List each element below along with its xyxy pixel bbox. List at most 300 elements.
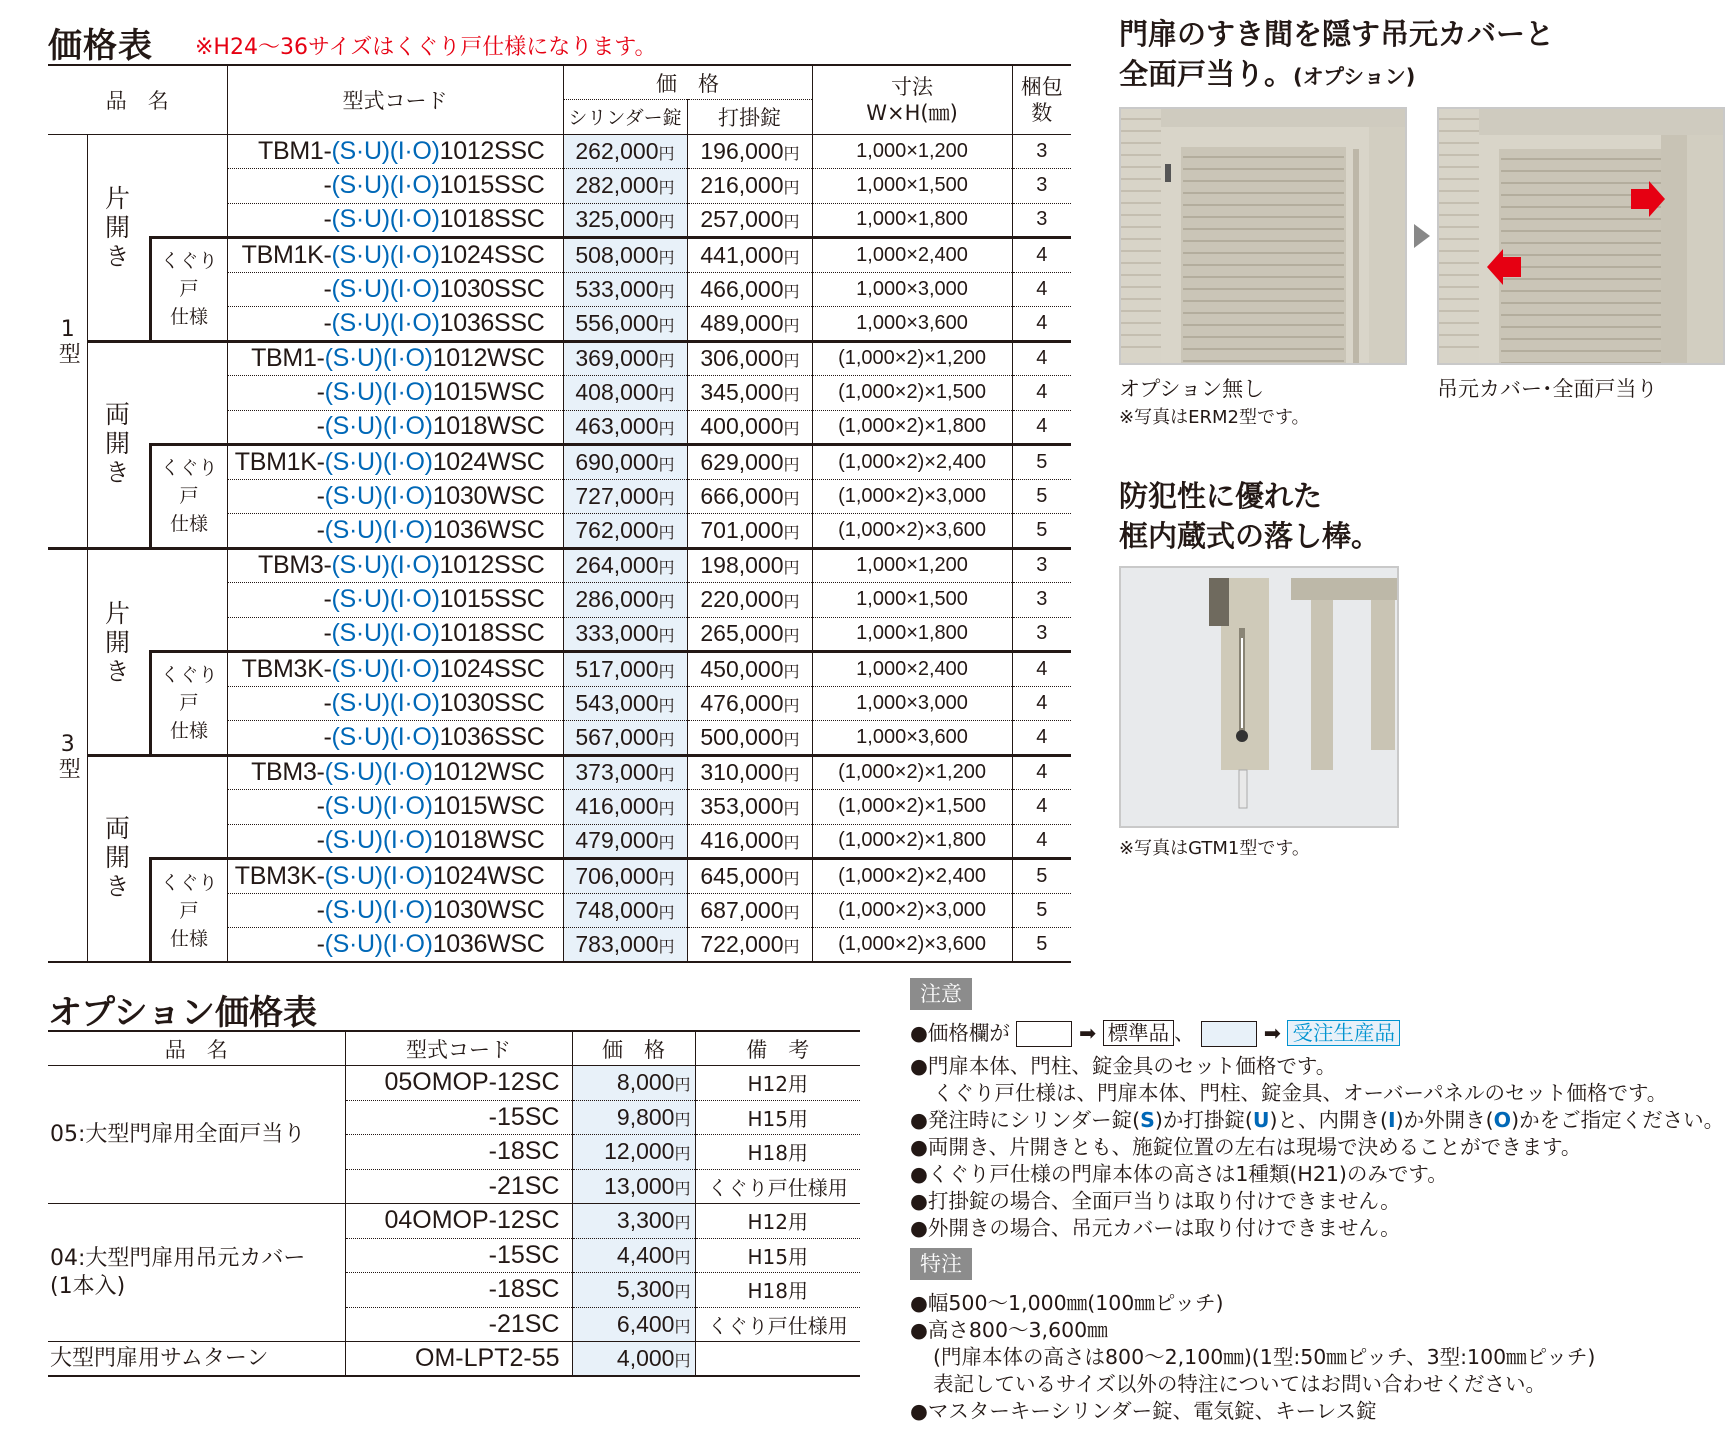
price-latch-value: 666,000 [700, 482, 784, 509]
feature-heading-2-line2: 框内蔵式の落し棒。 [1119, 519, 1381, 553]
model-code [227, 755, 563, 790]
price-cylinder-value: 333,000 [575, 620, 659, 647]
code-open-option: (I·O) [382, 378, 433, 407]
yen-unit: 円 [783, 904, 800, 922]
price-cylinder-value: 373,000 [575, 759, 659, 786]
option-price [572, 1342, 695, 1377]
code-prefix: - [316, 481, 325, 510]
blank-cell [150, 755, 227, 859]
kuguri-label [152, 661, 227, 745]
n4c: )か打掛錠( [1154, 1108, 1253, 1132]
code-lock-option: (S·U) [324, 481, 383, 510]
code-lock-option: (S·U) [324, 515, 383, 544]
price-cylinder [563, 686, 687, 721]
price-cylinder [563, 893, 687, 928]
price-latch [687, 824, 812, 859]
dimension: 1,000×3,000 [812, 272, 1012, 307]
yen-unit: 円 [658, 904, 675, 922]
price-cylinder [563, 238, 687, 273]
pack-count: 3 [1012, 169, 1071, 204]
code-prefix: - [316, 792, 325, 821]
model-code [227, 169, 563, 204]
option-price-value: 9,800 [616, 1103, 675, 1130]
yen-unit: 円 [674, 1215, 691, 1233]
yen-unit: 円 [783, 628, 800, 646]
code-suffix: 1024WSC [432, 447, 545, 476]
standard-swatch [1016, 1021, 1072, 1047]
code-suffix: 1024SSC [439, 654, 545, 683]
pack-count: 4 [1012, 721, 1071, 756]
price-latch [687, 203, 812, 238]
price-cylinder-value: 286,000 [575, 586, 659, 613]
yen-unit: 円 [783, 214, 800, 232]
option-note: H12用 [695, 1204, 860, 1239]
code-open-option: (I·O) [382, 895, 433, 924]
table-row [48, 652, 1071, 687]
yen-unit: 円 [783, 594, 800, 612]
option-code: -15SC [345, 1238, 572, 1273]
price-latch-value: 216,000 [700, 172, 784, 199]
order-label: 受注生産品 [1287, 1020, 1400, 1046]
code-suffix: 1012WSC [432, 344, 545, 373]
option-code: 04OMOP-12SC [345, 1204, 572, 1239]
yen-unit: 円 [674, 1111, 691, 1129]
option-name [48, 1204, 345, 1342]
option-name: 05:大型門扉用全面戸当り [48, 1066, 345, 1204]
yen-unit: 円 [783, 180, 800, 198]
price-latch-value: 687,000 [700, 896, 784, 923]
model-code [227, 790, 563, 825]
n4b: S [1140, 1108, 1155, 1132]
option-note: くぐり戸仕様用 [695, 1169, 860, 1204]
code-open-option: (I·O) [389, 688, 440, 717]
option-price-value: 5,300 [616, 1276, 675, 1303]
yen-unit: 円 [783, 939, 800, 956]
model-code [227, 824, 563, 859]
yen-unit: 円 [658, 283, 675, 301]
yen-unit: 円 [658, 731, 675, 749]
code-prefix: TBM3K- [234, 861, 325, 890]
kuguri-label-2: 仕様 [170, 720, 209, 743]
note-line-8: ●外開きの場合、吊元カバーは取り付けできません。 [910, 1216, 1401, 1240]
pack-count: 5 [1012, 928, 1071, 963]
code-prefix: - [323, 722, 332, 751]
kuguri-label [152, 869, 227, 953]
code-prefix: TBM1K- [234, 447, 325, 476]
code-suffix: 1024WSC [432, 861, 545, 890]
note-legend [910, 1020, 1400, 1047]
yen-unit: 円 [783, 456, 800, 474]
note-line-3: くぐり戸仕様は、門扉本体、門柱、錠金具、オーバーパネルのセット価格です。 [933, 1081, 1668, 1105]
price-cylinder [563, 169, 687, 204]
yen-unit: 円 [783, 835, 800, 853]
code-lock-option: (S·U) [331, 136, 390, 165]
code-open-option: (I·O) [382, 930, 433, 958]
option-price [572, 1066, 695, 1101]
feature-heading-2-line1: 防犯性に優れた [1119, 479, 1323, 513]
model-code [227, 514, 563, 549]
gate-photo-plain [1121, 109, 1407, 365]
yen-unit: 円 [783, 283, 800, 301]
yen-unit: 円 [783, 697, 800, 715]
price-latch-value: 310,000 [700, 759, 784, 786]
option-name-line2: (1本入) [50, 1273, 126, 1299]
code-lock-option: (S·U) [331, 240, 390, 269]
price-latch-value: 353,000 [700, 793, 784, 820]
special-line-2: ●高さ800〜3,600㎜ [910, 1318, 1108, 1342]
yen-unit: 円 [674, 1284, 691, 1302]
pack-count: 3 [1012, 583, 1071, 618]
code-open-option: (I·O) [389, 654, 440, 683]
code-prefix: - [323, 688, 332, 717]
model-code [227, 617, 563, 652]
price-cylinder [563, 824, 687, 859]
open-type-label: 片開き [101, 599, 131, 687]
yen-unit: 円 [658, 594, 675, 612]
code-lock-option: (S·U) [324, 412, 383, 441]
yen-unit: 円 [783, 145, 800, 163]
option-code: OM-LPT2-55 [345, 1342, 572, 1377]
code-lock-option: (S·U) [324, 861, 383, 890]
price-cylinder [563, 617, 687, 652]
model-code [227, 652, 563, 687]
kuguri-label-1: くぐり戸 [160, 871, 218, 922]
price-latch [687, 134, 812, 169]
model-code [227, 859, 563, 894]
pack-label: 梱包 [1020, 74, 1063, 99]
table-row [48, 548, 1071, 583]
price-latch-value: 306,000 [700, 345, 784, 372]
kuguri-label [152, 247, 227, 331]
price-latch [687, 410, 812, 445]
yen-unit: 円 [783, 663, 800, 681]
price-cylinder [563, 479, 687, 514]
pack-count: 5 [1012, 479, 1071, 514]
code-open-option: (I·O) [382, 758, 433, 787]
table-row [48, 859, 1071, 894]
price-latch-value: 450,000 [700, 655, 784, 682]
gate-photo-option [1439, 109, 1725, 365]
code-lock-option: (S·U) [331, 171, 390, 200]
price-latch-value: 489,000 [700, 309, 784, 336]
price-cylinder-value: 567,000 [575, 723, 659, 750]
option-price-value: 6,400 [616, 1310, 675, 1337]
model-code [227, 893, 563, 928]
type-label: 1型 [55, 317, 81, 364]
kuguri-group [150, 652, 227, 756]
special-line-5: ●マスターキーシリンダー錠、電気錠、キーレス錠 [910, 1399, 1377, 1423]
yen-unit: 円 [658, 697, 675, 715]
yen-unit: 円 [783, 317, 800, 335]
code-suffix: 1012SSC [439, 551, 545, 580]
code-open-option: (I·O) [382, 792, 433, 821]
code-suffix: 1030WSC [432, 481, 545, 510]
table-row [48, 238, 1071, 273]
dimension: (1,000×2)×1,800 [812, 410, 1012, 445]
code-lock-option: (S·U) [331, 274, 390, 303]
type-group [48, 134, 87, 548]
model-code [227, 238, 563, 273]
blank-cell [150, 341, 227, 445]
kuguri-label-2: 仕様 [170, 927, 209, 950]
price-latch-value: 416,000 [700, 827, 784, 854]
arrow-right-icon [1414, 224, 1430, 248]
price-cylinder-value: 325,000 [575, 206, 659, 233]
kuguri-label-2: 仕様 [170, 513, 209, 536]
n4d: U [1252, 1108, 1270, 1132]
yen-unit: 円 [783, 421, 800, 439]
code-open-option: (I·O) [389, 551, 440, 580]
col-header-name: 品 名 [48, 65, 227, 134]
option-note [695, 1342, 860, 1377]
arrow-icon: ➡ [1078, 1021, 1097, 1045]
price-latch [687, 652, 812, 687]
option-table [48, 1030, 860, 1377]
price-cylinder [563, 928, 687, 963]
price-latch-value: 196,000 [700, 137, 784, 164]
price-latch-value: 400,000 [700, 413, 784, 440]
option-price [572, 1238, 695, 1273]
price-cylinder-value: 727,000 [575, 482, 659, 509]
code-suffix: 1015SSC [439, 585, 545, 614]
dimension: (1,000×2)×1,500 [812, 790, 1012, 825]
code-prefix: - [316, 515, 325, 544]
code-open-option: (I·O) [382, 826, 433, 855]
code-open-option: (I·O) [389, 619, 440, 648]
price-latch-value: 198,000 [700, 552, 784, 579]
model-code [227, 134, 563, 169]
model-code [227, 307, 563, 342]
note-line-5: ●両開き、片開きとも、施錠位置の左右は現場で決めることができます。 [910, 1135, 1582, 1159]
price-cylinder-value: 517,000 [575, 655, 659, 682]
caption-with-option: 吊元カバー･全面戸当り [1437, 377, 1658, 401]
price-latch-value: 265,000 [700, 620, 784, 647]
code-prefix: TBM3K- [241, 654, 332, 683]
code-suffix: 1012SSC [439, 136, 545, 165]
code-prefix: - [316, 895, 325, 924]
photo-with-option [1437, 107, 1725, 365]
dimension: (1,000×2)×3,600 [812, 928, 1012, 963]
col-header-price: 価 格 [563, 65, 812, 100]
pack-count: 3 [1012, 134, 1071, 169]
pack-count: 5 [1012, 859, 1071, 894]
pack-count: 4 [1012, 755, 1071, 790]
option-code: -18SC [345, 1135, 572, 1170]
n4e: )と、内開き( [1269, 1108, 1388, 1132]
price-latch [687, 514, 812, 549]
option-note: H18用 [695, 1273, 860, 1308]
code-open-option: (I·O) [389, 722, 440, 751]
feature-heading-2 [1119, 476, 1380, 556]
option-price [572, 1273, 695, 1308]
caption-photo-note-1: ※写真はERM2型です。 [1119, 407, 1310, 428]
kuguri-label-1: くぐり戸 [160, 457, 218, 508]
yen-unit: 円 [783, 801, 800, 819]
yen-unit: 円 [658, 663, 675, 681]
dimension: (1,000×2)×3,000 [812, 893, 1012, 928]
price-cylinder-value: 479,000 [575, 827, 659, 854]
dimension: 1,000×1,200 [812, 548, 1012, 583]
option-code: -21SC [345, 1307, 572, 1342]
price-cylinder [563, 272, 687, 307]
price-latch-value: 345,000 [700, 379, 784, 406]
col-header-pack [1012, 65, 1071, 134]
table-row [48, 445, 1071, 480]
code-suffix: 1012WSC [432, 758, 545, 787]
code-suffix: 1036WSC [432, 515, 545, 544]
model-code [227, 341, 563, 376]
price-cylinder-value: 408,000 [575, 379, 659, 406]
code-suffix: 1036WSC [432, 930, 545, 958]
special-line-1: ●幅500〜1,000㎜(100㎜ピッチ) [910, 1291, 1224, 1315]
caption-photo-note-2: ※写真はGTM1型です。 [1119, 838, 1310, 859]
dimension: (1,000×2)×1,200 [812, 755, 1012, 790]
photo-without-option [1119, 107, 1407, 365]
yen-unit: 円 [658, 145, 675, 163]
yen-unit: 円 [658, 870, 675, 888]
pack-count: 3 [1012, 548, 1071, 583]
table-row [48, 755, 1071, 790]
blank-cell [150, 134, 227, 238]
drop-bolt-photo [1121, 568, 1399, 828]
code-lock-option: (S·U) [331, 654, 390, 683]
note-legend-sep: 、 [1174, 1021, 1195, 1045]
dimension: 1,000×1,200 [812, 134, 1012, 169]
code-suffix: 1018SSC [439, 205, 545, 234]
code-lock-option: (S·U) [331, 585, 390, 614]
code-prefix: - [316, 378, 325, 407]
dimension: (1,000×2)×3,600 [812, 514, 1012, 549]
option-note: くぐり戸仕様用 [695, 1307, 860, 1342]
standard-label: 標準品 [1103, 1020, 1175, 1046]
col-header-latch: 打掛錠 [687, 100, 812, 135]
code-prefix: - [323, 585, 332, 614]
price-latch [687, 238, 812, 273]
dimension: (1,000×2)×1,800 [812, 824, 1012, 859]
dimension: 1,000×2,400 [812, 652, 1012, 687]
code-open-option: (I·O) [382, 481, 433, 510]
yen-unit: 円 [674, 1180, 691, 1198]
price-cylinder-value: 690,000 [575, 448, 659, 475]
dimension: (1,000×2)×2,400 [812, 859, 1012, 894]
option-price-value: 4,400 [616, 1241, 675, 1268]
opt-header-note: 備 考 [695, 1031, 860, 1066]
price-cylinder [563, 203, 687, 238]
note-line-4 [910, 1107, 1724, 1134]
option-price-value: 12,000 [604, 1138, 675, 1165]
col-header-code: 型式コード [227, 65, 563, 134]
yen-unit: 円 [783, 560, 800, 578]
yen-unit: 円 [658, 387, 675, 405]
option-note: H18用 [695, 1135, 860, 1170]
yen-unit: 円 [783, 524, 800, 542]
option-price [572, 1135, 695, 1170]
option-price [572, 1307, 695, 1342]
opt-header-code: 型式コード [345, 1031, 572, 1066]
price-latch-value: 220,000 [700, 586, 784, 613]
yen-unit: 円 [658, 353, 675, 371]
option-code: -18SC [345, 1273, 572, 1308]
option-code: -15SC [345, 1100, 572, 1135]
price-latch-value: 500,000 [700, 723, 784, 750]
option-title: オプション価格表 [48, 993, 317, 1033]
price-latch [687, 272, 812, 307]
special-order-tag: 特注 [910, 1248, 972, 1280]
dimension: 1,000×1,500 [812, 169, 1012, 204]
pack-count: 5 [1012, 893, 1071, 928]
code-open-option: (I·O) [382, 515, 433, 544]
yen-unit: 円 [674, 1249, 691, 1267]
kuguri-group [150, 445, 227, 549]
price-cylinder [563, 548, 687, 583]
pack-count: 4 [1012, 790, 1071, 825]
option-row [48, 1066, 860, 1101]
dim-unit: W×H(㎜) [866, 100, 958, 125]
dimension: (1,000×2)×1,500 [812, 376, 1012, 411]
price-latch [687, 341, 812, 376]
open-type-group [87, 134, 150, 341]
yen-unit: 円 [658, 801, 675, 819]
price-latch [687, 479, 812, 514]
note-legend-prefix: ●価格欄が [910, 1021, 1010, 1045]
code-prefix: TBM1- [251, 344, 325, 373]
yen-unit: 円 [783, 353, 800, 371]
code-lock-option: (S·U) [324, 826, 383, 855]
type-label: 3型 [55, 731, 81, 779]
code-lock-option: (S·U) [324, 447, 383, 476]
code-lock-option: (S·U) [331, 551, 390, 580]
yen-unit: 円 [674, 1353, 691, 1370]
price-latch-value: 257,000 [700, 206, 784, 233]
order-swatch [1201, 1021, 1257, 1047]
price-latch [687, 548, 812, 583]
option-row [48, 1342, 860, 1377]
pack-count: 4 [1012, 410, 1071, 445]
code-open-option: (I·O) [382, 447, 433, 476]
col-header-cylinder: シリンダー錠 [563, 100, 687, 135]
yen-unit: 円 [658, 180, 675, 198]
code-open-option: (I·O) [389, 274, 440, 303]
yen-unit: 円 [658, 524, 675, 542]
code-open-option: (I·O) [382, 412, 433, 441]
dim-label: 寸法 [891, 74, 934, 99]
option-price [572, 1204, 695, 1239]
open-type-group [87, 548, 150, 755]
code-open-option: (I·O) [382, 861, 433, 890]
code-open-option: (I·O) [382, 344, 433, 373]
pack-count: 5 [1012, 445, 1071, 480]
price-cylinder [563, 376, 687, 411]
price-cylinder-value: 369,000 [575, 345, 659, 372]
price-latch [687, 893, 812, 928]
price-latch [687, 307, 812, 342]
yen-unit: 円 [674, 1077, 691, 1095]
code-prefix: TBM3- [251, 758, 325, 787]
model-code [227, 928, 563, 963]
price-cylinder-value: 783,000 [575, 931, 659, 957]
code-prefix: - [316, 930, 325, 958]
code-prefix: - [323, 171, 332, 200]
yen-unit: 円 [658, 560, 675, 578]
option-code: 05OMOP-12SC [345, 1066, 572, 1101]
dimension: 1,000×2,400 [812, 238, 1012, 273]
option-price [572, 1100, 695, 1135]
price-latch [687, 617, 812, 652]
open-type-label: 両開き [101, 814, 131, 902]
n4a: ●発注時にシリンダー錠( [910, 1108, 1141, 1132]
code-open-option: (I·O) [389, 308, 440, 337]
feature-heading-1-line2 [1119, 54, 1554, 97]
